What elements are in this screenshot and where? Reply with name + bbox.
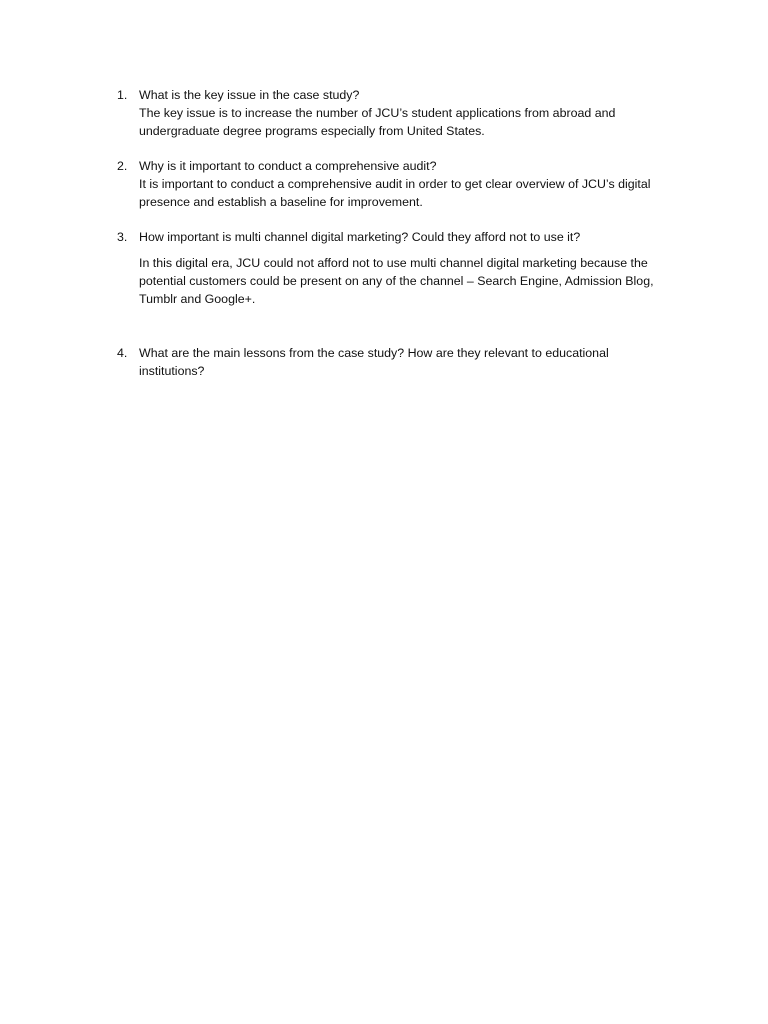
question-list xyxy=(113,86,673,380)
answer-text: The key issue is to increase the number of JCU’s student applications from abroad and undergraduate degree programs especially from United States. xyxy=(139,106,616,138)
question-item-3 xyxy=(113,228,673,308)
question-number: 4. xyxy=(117,346,128,360)
question-number: 2. xyxy=(117,159,128,173)
question-number: 3. xyxy=(117,230,128,244)
question-item-2 xyxy=(113,157,673,211)
question-text: What is the key issue in the case study? xyxy=(139,88,360,102)
question-text: How important is multi channel digital marketing? Could they afford not to use it? xyxy=(139,230,581,244)
question-item-1 xyxy=(113,86,673,140)
question-number: 1. xyxy=(117,88,128,102)
question-item-4 xyxy=(113,344,673,380)
question-text: Why is it important to conduct a comprehensive audit? xyxy=(139,159,437,173)
question-text: What are the main lessons from the case study? How are they relevant to educational institutions? xyxy=(139,346,609,378)
answer-text: It is important to conduct a comprehensive audit in order to get clear overview of JCU’s digital presence and establish a baseline for improvement. xyxy=(139,177,651,209)
answer-text: In this digital era, JCU could not afford not to use multi channel digital marketing because the potential customers could be present on any of the channel – Search Engine, Admission Blog, Tumblr and Google+. xyxy=(139,256,654,306)
